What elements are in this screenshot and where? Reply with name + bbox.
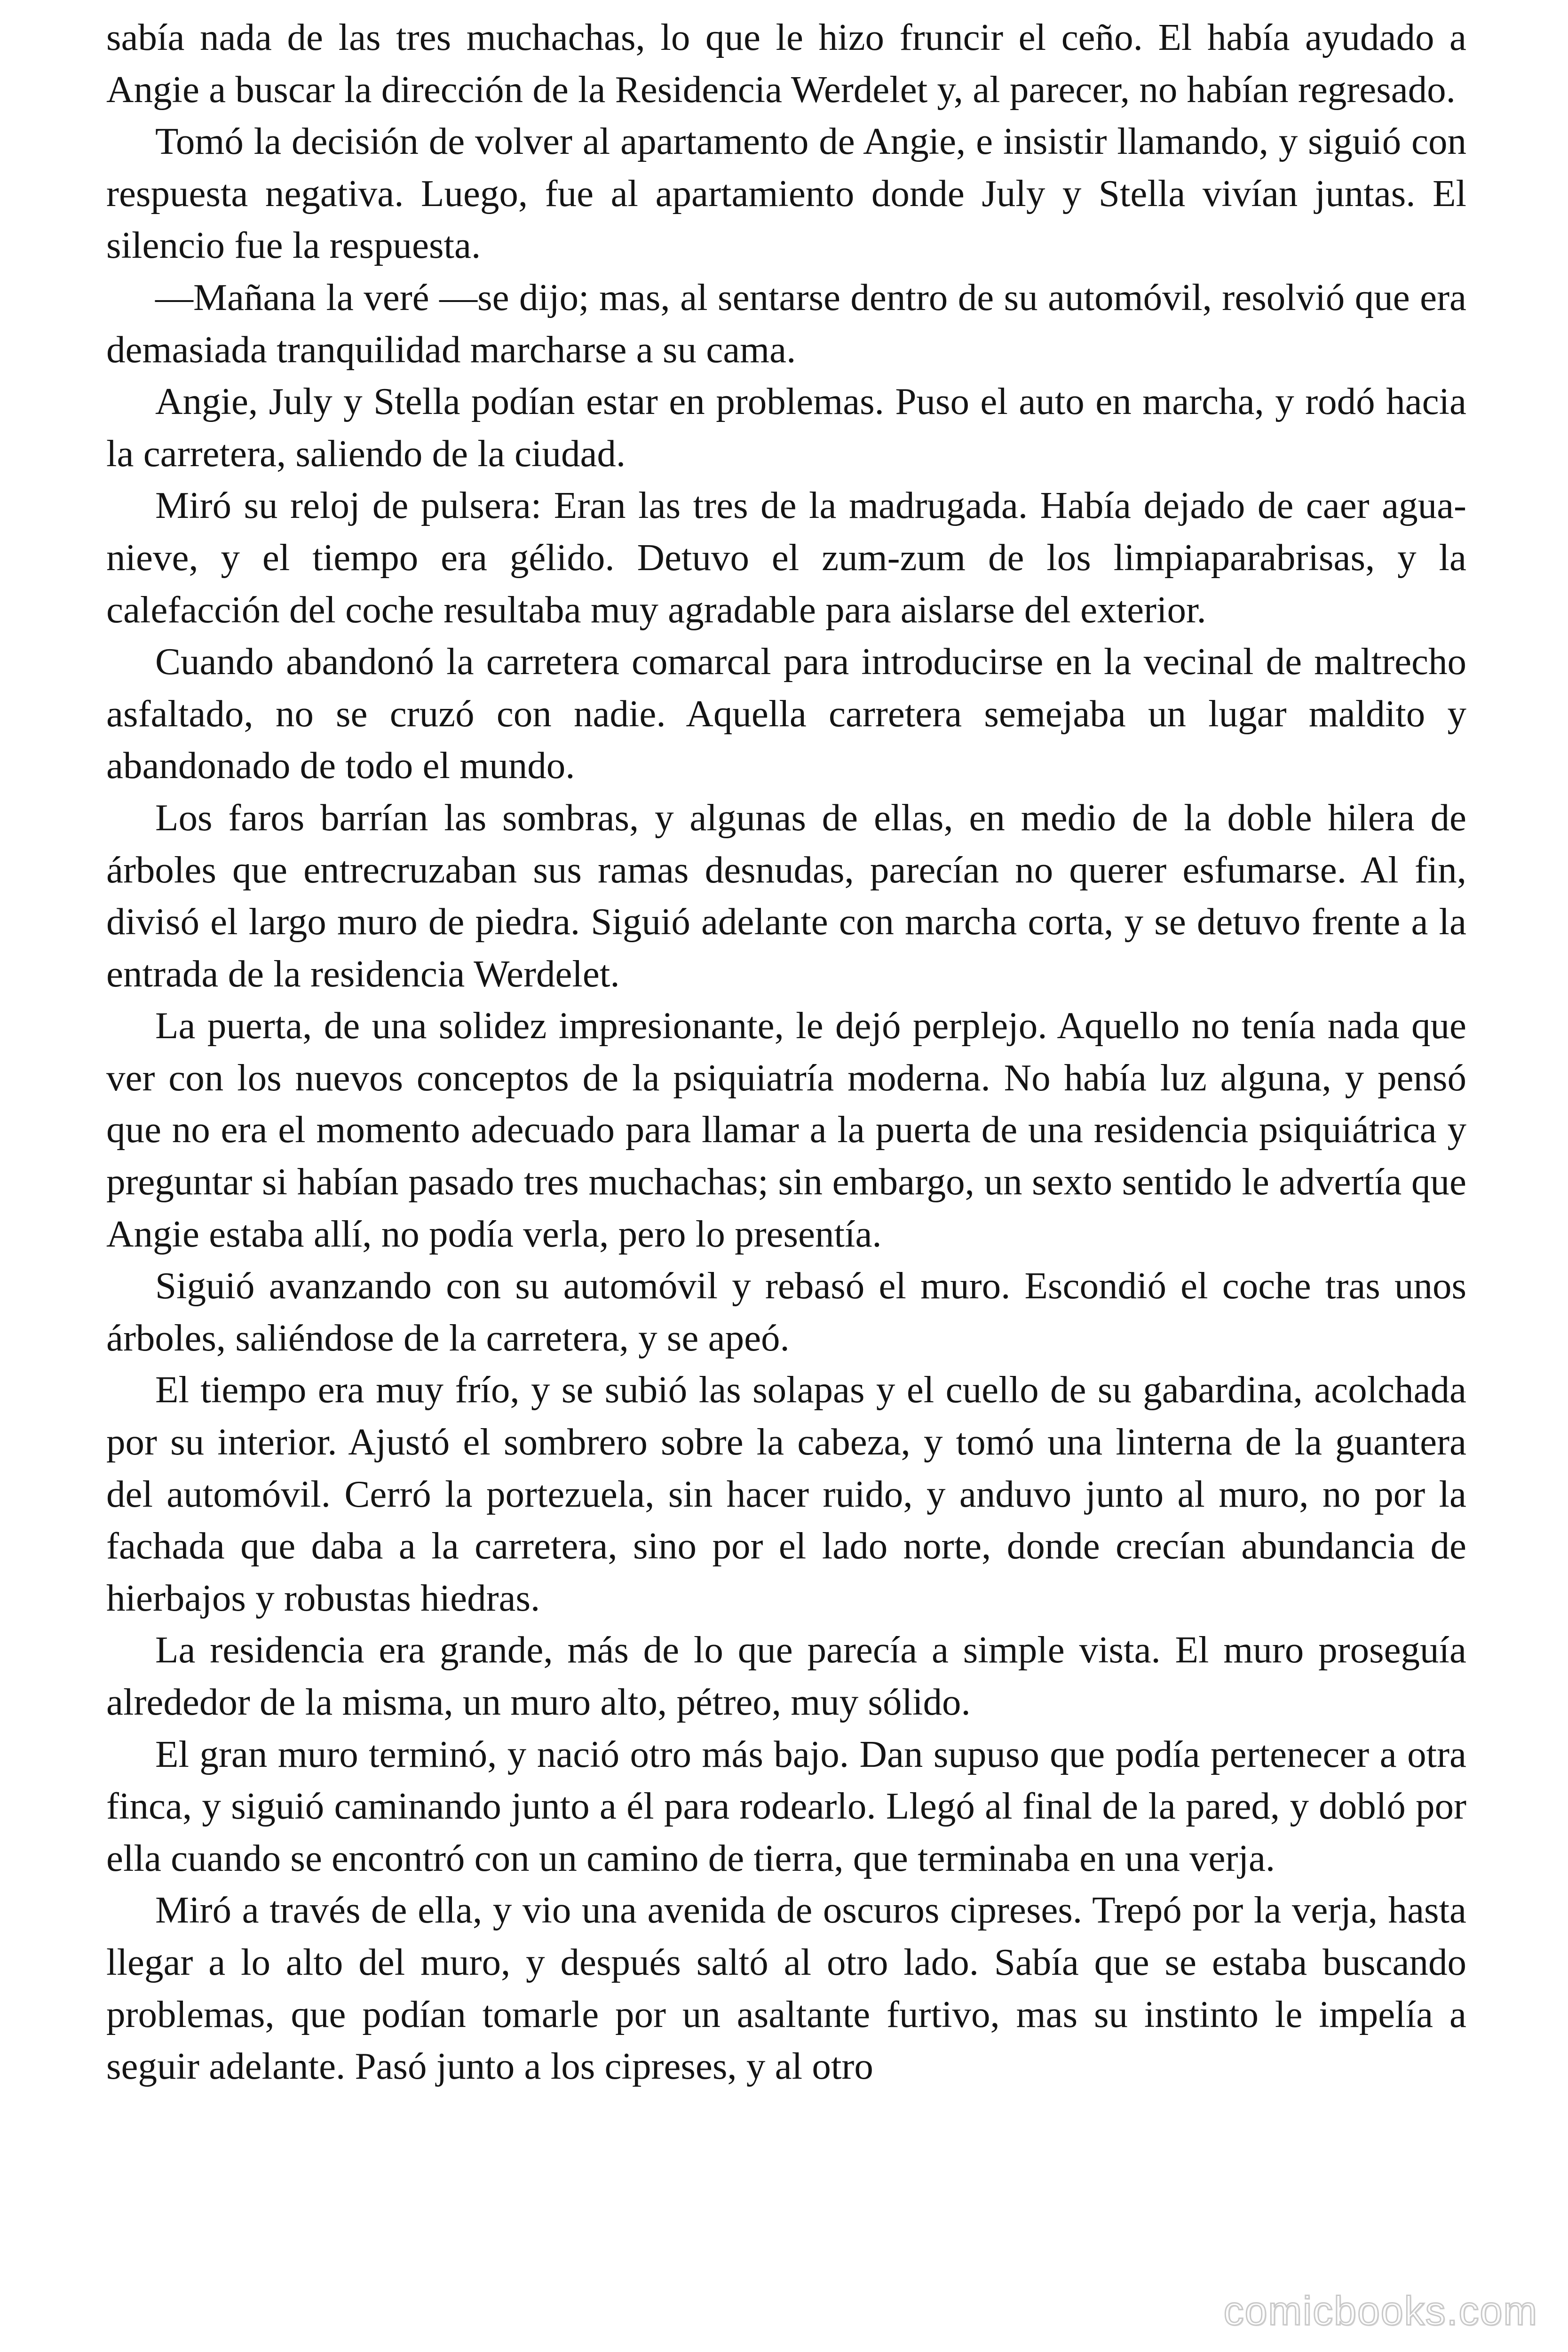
paragraph-2: Tomó la decisión de volver al apartamento de Angie, e insistir llamando, y siguió con respuesta negativa. Luego, fue al apartamiento donde July y Stella vivían juntas. El silencio fue la respuesta.	[106, 120, 1466, 267]
watermark-logo: comicbooks.com	[1223, 2288, 1538, 2334]
paragraph-4: Angie, July y Stella podían estar en problemas. Puso el auto en marcha, y rodó hacia la carretera, saliendo de la ciudad.	[106, 380, 1466, 475]
paragraph-12: El gran muro terminó, y nació otro más bajo. Dan supuso que podía pertenecer a otra finca, y siguió caminando junto a él para rodearlo. Llegó al final de la pared, y dobló por ella cuando se encontró con un camino de tierra, que terminaba en una verja.	[106, 1732, 1466, 1879]
book-page-text	[106, 11, 1466, 2092]
paragraph-13: Miró a través de ella, y vio una avenida de oscuros cipreses. Trepó por la verja, hasta llegar a lo alto del muro, y después saltó al otro lado. Sabía que se estaba buscando problemas, que podían tomarle por un asaltante furtivo, mas su instinto le impelía a seguir adelante. Pasó junto a los cipreses, y al otro	[106, 1889, 1466, 2088]
paragraph-9: Siguió avanzando con su automóvil y rebasó el muro. Escondió el coche tras unos árboles, saliéndose de la carretera, y se apeó.	[106, 1264, 1466, 1359]
paragraph-11: La residencia era grande, más de lo que parecía a simple vista. El muro proseguía alrededor de la misma, un muro alto, pétreo, muy sólido.	[106, 1629, 1466, 1723]
paragraph-7: Los faros barrían las sombras, y algunas de ellas, en medio de la doble hilera de árboles que entrecruzaban sus ramas desnudas, parecían no querer esfumarse. Al fin, divisó el largo muro de piedra. Siguió adelante con marcha corta, y se detuvo frente a la entrada de la residencia Werdelet.	[106, 796, 1466, 995]
paragraph-3: —Mañana la veré —se dijo; mas, al sentarse dentro de su automóvil, resolvió que era demasiada tranquilidad marcharse a su cama.	[106, 276, 1466, 371]
paragraph-6: Cuando abandonó la carretera comarcal para introducirse en la vecinal de maltrecho asfaltado, no se cruzó con nadie. Aquella carretera semejaba un lugar maldito y abandonado de todo el mundo.	[106, 640, 1466, 787]
paragraph-5: Miró su reloj de pulsera: Eran las tres de la madrugada. Había dejado de caer agua-nieve, y el tiempo era gélido. Detuvo el zum-zum de los limpiaparabrisas, y la calefacción del coche resultaba muy agradable para aislarse del exterior.	[106, 484, 1466, 631]
paragraph-8: La puerta, de una solidez impresionante, le dejó perplejo. Aquello no tenía nada que ver con los nuevos conceptos de la psiquiatría moderna. No había luz alguna, y pensó que no era el momento adecuado para llamar a la puerta de una residencia psiquiátrica y preguntar si habían pasado tres muchachas; sin embargo, un sexto sentido le advertía que Angie estaba allí, no podía verla, pero lo presentía.	[106, 1004, 1466, 1255]
paragraph-10: El tiempo era muy frío, y se subió las solapas y el cuello de su gabardina, acolchada por su interior. Ajustó el sombrero sobre la cabeza, y tomó una linterna de la guantera del automóvil. Cerró la portezuela, sin hacer ruido, y anduvo junto al muro, no por la fachada que daba a la carretera, sino por el lado norte, donde crecían abundancia de hierbajos y robustas hiedras.	[106, 1368, 1466, 1619]
paragraph-1: sabía nada de las tres muchachas, lo que le hizo fruncir el ceño. El había ayudado a Angie a buscar la dirección de la Residencia Werdelet y, al parecer, no habían regresado.	[106, 16, 1466, 111]
